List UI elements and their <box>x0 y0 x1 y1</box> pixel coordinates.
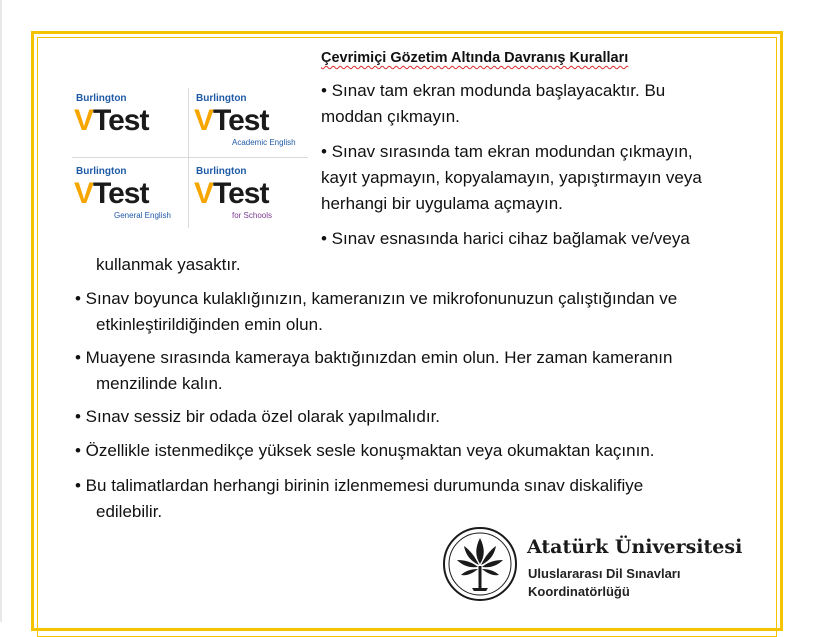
rule-line: • Sınav sırasında tam ekran modundan çıkmayın, <box>321 142 693 161</box>
rule-line: • Özellikle istenmedikçe yüksek sesle konuşmaktan veya okumaktan kaçının. <box>75 441 655 460</box>
logo-subtitle-academic: Academic English <box>232 138 296 147</box>
rule-line: kullanmak yasaktır. <box>96 255 241 274</box>
university-subtitle: Koordinatörlüğü <box>528 584 630 599</box>
logo-test: Test <box>213 104 269 137</box>
logo-subtitle-general: General English <box>114 211 171 220</box>
page-title: Çevrimiçi Gözetim Altında Davranış Kuralları <box>321 50 629 66</box>
rule-line: • Sınav esnasında harici cihaz bağlamak ve/veya <box>321 229 690 248</box>
rule-line: • Muayene sırasında kameraya baktığınızdan emin olun. Her zaman kameranın <box>75 348 673 367</box>
logo-brand: Burlington <box>76 166 127 177</box>
logo-brand: Burlington <box>196 93 247 104</box>
vtest-schools-logo <box>190 157 310 227</box>
rule-line: • Sınav boyunca kulaklığınızın, kameranızın ve mikrofonunuzun çalıştığından ve <box>75 289 678 308</box>
logo-test: Test <box>213 177 269 210</box>
logo-v: V <box>74 104 94 137</box>
university-name: Atatürk Üniversitesi <box>527 536 743 558</box>
logo-v: V <box>194 104 214 137</box>
vtest-logo <box>70 84 190 154</box>
logo-v: V <box>74 177 94 210</box>
vtest-academic-logo <box>190 84 310 154</box>
vtest-general-logo <box>70 157 190 227</box>
rule-line: menzilinde kalın. <box>96 374 223 393</box>
university-subtitle: Uluslararası Dil Sınavları <box>528 566 681 581</box>
rule-line: • Sınav sessiz bir odada özel olarak yapılmalıdır. <box>75 407 441 426</box>
logo-test: Test <box>93 104 149 137</box>
logo-test: Test <box>93 177 149 210</box>
rule-line: herhangi bir uygulama açmayın. <box>321 194 563 213</box>
rule-line: kayıt yapmayın, kopyalamayın, yapıştırmayın veya <box>321 168 702 187</box>
rule-line: etkinleştirildiğinden emin olun. <box>96 315 323 334</box>
logo-subtitle-schools: for Schools <box>232 211 273 220</box>
university-seal-icon <box>442 526 518 602</box>
rule-line: edilebilir. <box>96 502 163 521</box>
rule-line: moddan çıkmayın. <box>321 107 460 126</box>
rule-line: • Bu talimatlardan herhangi birinin izlenmemesi durumunda sınav diskalifiye <box>75 476 644 495</box>
logo-brand: Burlington <box>76 93 127 104</box>
rule-line: • Sınav tam ekran modunda başlayacaktır. Bu <box>321 81 666 100</box>
page-edge <box>0 0 2 622</box>
logo-v: V <box>194 177 214 210</box>
logo-brand: Burlington <box>196 166 247 177</box>
